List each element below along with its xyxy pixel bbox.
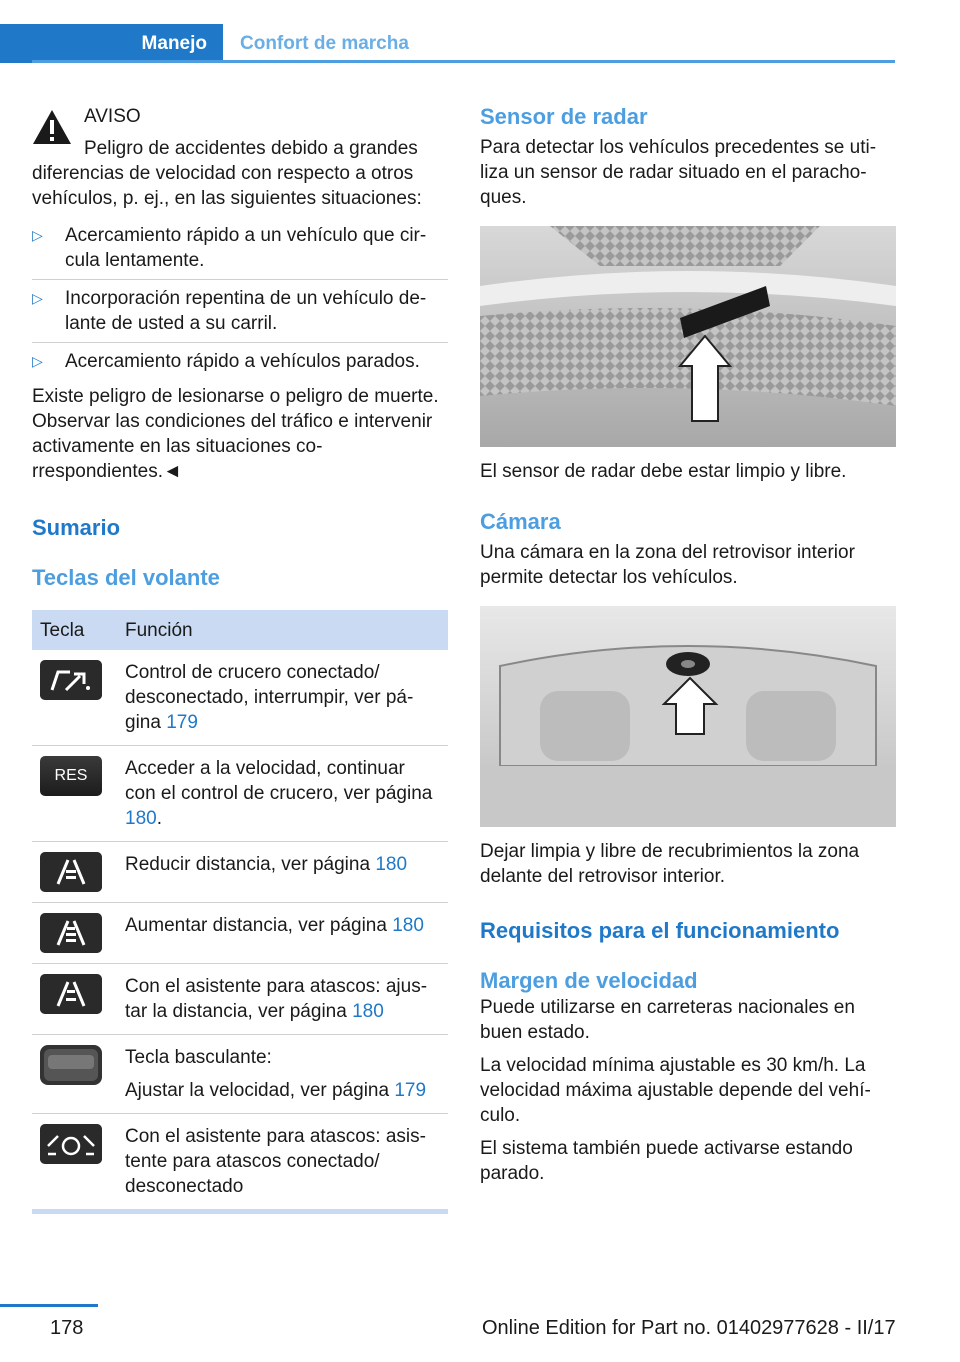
camera-text: Una cámara en la zona del retrovisor interior permite detectar los vehículos. xyxy=(480,542,855,588)
right-column xyxy=(480,103,896,1186)
header-divider xyxy=(32,60,895,63)
decrease-distance-icon xyxy=(40,852,102,892)
heading-requirements: Requisitos para el funcionamiento xyxy=(480,918,840,943)
table-row xyxy=(32,1114,448,1210)
warning-text-rest: diferencias de velocidad con respecto a otros vehículos, p. ej., en las siguientes situaciones: xyxy=(32,163,422,209)
heading-steering-keys: Teclas del volante xyxy=(32,565,220,590)
function-cell: Reducir distancia, ver página 180 xyxy=(117,842,448,903)
res-key-icon: RES xyxy=(40,756,102,796)
bullet-triangle-icon: ▷ xyxy=(32,227,43,243)
function-cell: Control de crucero conectado/ desconectado, interrumpir, ver página 179 xyxy=(117,650,448,746)
requirements-text-2: La velocidad mínima ajustable es 30 km/h. La velocidad máxima ajustable depende del vehículo. xyxy=(480,1055,871,1126)
function-cell: Acceder a la velocidad, continuar con el control de crucero, ver página 180. xyxy=(117,746,448,842)
table-header-row xyxy=(32,610,448,650)
edition-note: Online Edition for Part no. 01402977628 - II/17 xyxy=(482,1317,896,1339)
requirements-text-1: Puede utilizarse en carreteras nacionales en buen estado. xyxy=(480,997,855,1043)
steering-keys-table xyxy=(32,610,448,1209)
heading-summary: Sumario xyxy=(32,515,121,540)
warning-text-first: Peligro de accidentes debido a grandes xyxy=(84,138,418,159)
page-number: 178 xyxy=(50,1317,84,1339)
tab-manejo[interactable]: Manejo xyxy=(0,24,223,63)
list-item: ▷ Acercamiento rápido a un vehículo que circula lentamente. xyxy=(32,217,448,280)
page-link[interactable]: 179 xyxy=(166,712,198,733)
rocker-switch-icon xyxy=(40,1045,102,1085)
heading-radar-sensor: Sensor de radar xyxy=(480,104,648,129)
table-row xyxy=(32,746,448,842)
traffic-jam-distance-icon xyxy=(40,974,102,1014)
cruise-control-icon xyxy=(40,660,102,700)
page-link[interactable]: 180 xyxy=(125,808,157,829)
bullet-triangle-icon: ▷ xyxy=(32,290,43,306)
list-item: ▷ Incorporación repentina de un vehículo delante de usted a su carril. xyxy=(32,280,448,343)
radar-sensor-photo xyxy=(480,226,896,447)
page-link[interactable]: 180 xyxy=(375,854,408,875)
warning-closing: Existe peligro de lesionarse o peligro de muerte. Observar las condiciones del tráfico e intervenir activamente en las situaciones correspondientes.◄ xyxy=(32,386,439,482)
bullet-triangle-icon: ▷ xyxy=(32,353,43,369)
function-cell: Con el asistente para atascos: ajustar la distancia, ver página 180 xyxy=(117,964,448,1035)
warning-triangle-icon xyxy=(32,109,72,145)
table-bottom-rule xyxy=(32,1209,448,1214)
list-item: ▷ Acercamiento rápido a vehículos parados. xyxy=(32,351,420,372)
increase-distance-icon xyxy=(40,913,102,953)
camera-caption: Dejar limpia y libre de recubrimientos la zona delante del retrovisor interior. xyxy=(480,841,860,887)
heading-speed-range: Margen de velocidad xyxy=(480,968,698,993)
page-link[interactable]: 180 xyxy=(352,1001,384,1022)
radar-text: Para detectar los vehículos precedentes se utiliza un sensor de radar situado en el parachoques. xyxy=(480,137,877,208)
function-cell: Aumentar distancia, ver página 180 xyxy=(117,903,448,964)
table-row xyxy=(32,903,448,964)
table-row xyxy=(32,964,448,1035)
column-header-function: Función xyxy=(117,610,448,650)
left-column xyxy=(32,103,448,1214)
radar-caption: El sensor de radar debe estar limpio y libre. xyxy=(480,461,847,482)
warning-bullet-list xyxy=(32,217,448,380)
function-cell: Con el asistente para atascos: asistente para atascos conectado/ desconectado xyxy=(125,1126,426,1197)
function-cell: Tecla basculante: Ajustar la velocidad, ver página 179 xyxy=(117,1035,448,1114)
tab-confort-de-marcha[interactable]: Confort de marcha xyxy=(240,33,409,54)
traffic-jam-assistant-icon xyxy=(40,1124,102,1164)
warning-title: AVISO xyxy=(84,106,141,127)
page-header xyxy=(0,0,960,64)
page-link[interactable]: 180 xyxy=(392,915,424,936)
heading-camera: Cámara xyxy=(480,509,561,534)
table-row xyxy=(32,650,448,746)
requirements-text-3: El sistema también puede activarse estando parado. xyxy=(480,1138,853,1184)
table-row xyxy=(32,842,448,903)
table-row xyxy=(32,1035,448,1114)
warning-block xyxy=(32,104,448,484)
camera-photo xyxy=(480,606,896,827)
page-link[interactable]: 179 xyxy=(394,1080,427,1101)
footer-divider xyxy=(0,1304,98,1307)
column-header-key: Tecla xyxy=(32,610,117,650)
